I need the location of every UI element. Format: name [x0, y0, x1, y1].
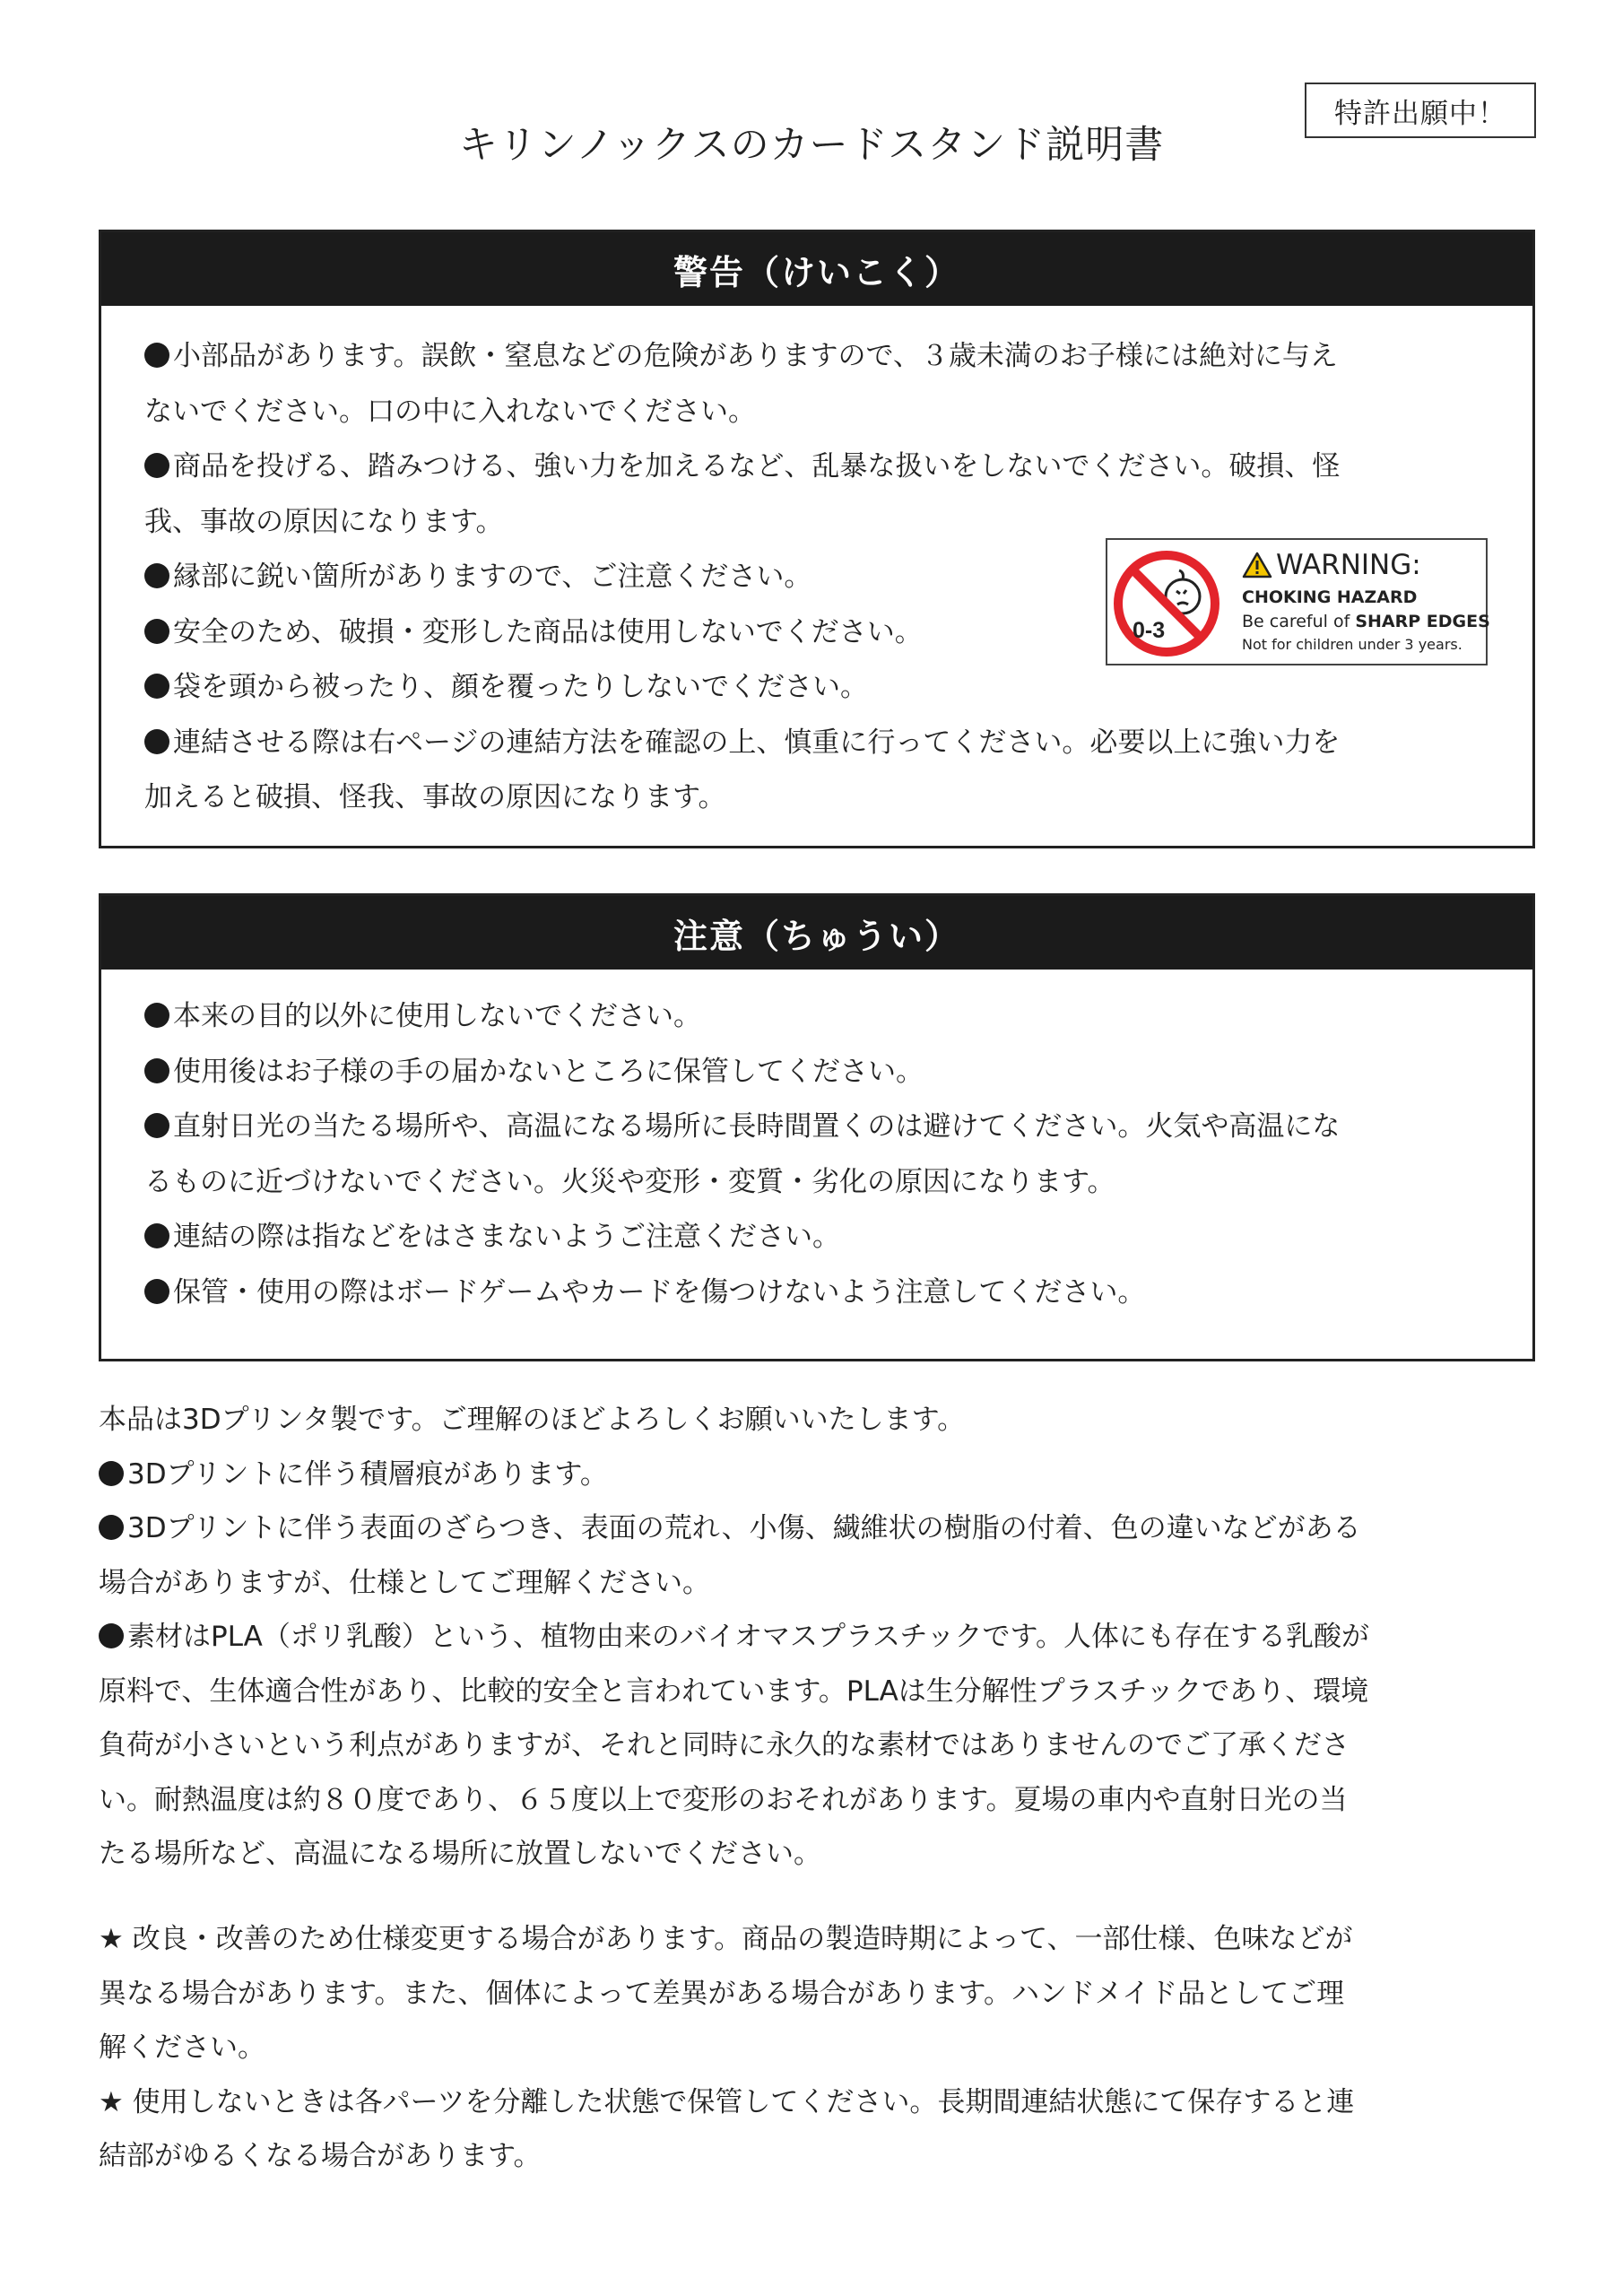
bullet-icon	[144, 1223, 169, 1248]
warning-line	[144, 439, 1489, 495]
print-note-line-text: 場合がありますが、仕様としてご理解ください。	[99, 1566, 710, 1599]
bullet-icon	[144, 1279, 169, 1304]
caution-line	[144, 1265, 1489, 1321]
caution-heading: 注意（ちゅうい）	[101, 896, 1532, 970]
warning-line-text: 小部品があります。誤飲・窒息などの危険がありますので、３歳未満のお子様には絶対に与え	[173, 340, 1338, 372]
age-mark-text: 0-3	[1133, 618, 1166, 643]
bullet-icon	[144, 1003, 169, 1028]
print-note-line	[99, 1393, 1551, 1448]
print-note-line	[99, 1556, 1551, 1611]
print-note-line-text: 本品は3Dプリンタ製です。ご理解のほどよろしくお願いいたします。	[99, 1404, 966, 1436]
warning-line-text: 縁部に鋭い箇所がありますので、ご注意ください。	[173, 561, 812, 593]
bullet-icon	[144, 674, 169, 699]
warning-line-text: 連結させる際は右ページの連結方法を確認の上、慎重に行ってください。必要以上に強い力を	[173, 726, 1341, 759]
print-note-line	[99, 1827, 1551, 1882]
print-note-line-text: 負荷が小さいという利点がありますが、それと同時に永久的な素材ではありませんのでご了承くださ	[99, 1729, 1350, 1761]
bullet-icon	[99, 1515, 124, 1540]
print-note-line-text: たる場所など、高温になる場所に放置しないでください。	[99, 1838, 821, 1870]
print-note-line-text: 3Dプリントに伴う表面のざらつき、表面の荒れ、小傷、繊維状の樹脂の付着、色の違いなどがある	[127, 1512, 1361, 1544]
warning-line-text: 商品を投げる、踏みつける、強い力を加えるなど、乱暴な扱いをしないでください。破損、怪	[173, 450, 1341, 483]
choking-hazard-text: CHOKING HAZARD	[1242, 587, 1418, 607]
warning-line-text: 袋を頭から被ったり、顔を覆ったりしないでください。	[173, 671, 868, 703]
age-restriction-text: Not for children under 3 years.	[1242, 636, 1462, 653]
print-note-line	[99, 1501, 1551, 1556]
bullet-icon	[144, 619, 169, 644]
caution-line	[144, 1045, 1489, 1100]
warning-line	[144, 716, 1489, 771]
patent-pending-badge: 特許出願中！	[1305, 83, 1536, 138]
caution-line	[144, 1155, 1489, 1211]
star-notes	[99, 1912, 1551, 2184]
bullet-icon	[144, 563, 169, 588]
bullet-icon	[144, 453, 169, 478]
sharp-edges-text	[1242, 612, 1490, 631]
no-children-under-3-icon	[1111, 548, 1223, 660]
caution-line-text: 保管・使用の際はボードゲームやカードを傷つけないよう注意してください。	[173, 1275, 1146, 1309]
print-note-line	[99, 1718, 1551, 1773]
sharp-edges-prefix: Be careful of	[1242, 612, 1356, 631]
caution-line-text: 直射日光の当たる場所や、高温になる場所に長時間置くのは避けてください。火気や高温にな	[173, 1110, 1341, 1143]
warning-line	[144, 660, 1489, 716]
star-note-line	[99, 2129, 1551, 2184]
print-note-line-text: い。耐熱温度は約８０度であり、６５度以上で変形のおそれがあります。夏場の車内や直射日光の当	[99, 1783, 1348, 1816]
warning-line-text: ないでください。口の中に入れないでください。	[144, 395, 756, 428]
caution-list	[101, 970, 1532, 1320]
page-title: キリンノックスのカードスタンド説明書	[458, 123, 1165, 168]
warning-triangle-icon	[1242, 552, 1272, 578]
print-note-line	[99, 1773, 1551, 1828]
sharp-edges-emphasis: SHARP EDGES	[1355, 612, 1490, 631]
bullet-icon	[144, 343, 169, 368]
warning-line	[144, 770, 1489, 826]
caution-line-text: るものに近づけないでください。火災や変形・変質・劣化の原因になります。	[144, 1165, 1115, 1198]
print-note-line-text: 原料で、生体適合性があり、比較的安全と言われています。PLAは生分解性プラスチックであり、環境	[99, 1674, 1369, 1708]
print-note-line	[99, 1448, 1551, 1502]
caution-line-text: 使用後はお子様の手の届かないところに保管してください。	[173, 1055, 924, 1088]
star-note-line-text: 結部がゆるくなる場合があります。	[99, 2140, 542, 2172]
warning-line-text: 我、事故の原因になります。	[144, 505, 504, 538]
caution-section	[99, 893, 1535, 1361]
star-note-line	[99, 1912, 1551, 1967]
star-note-line-text: 解ください。	[99, 2031, 265, 2064]
print-note-line-text: 3Dプリントに伴う積層痕があります。	[127, 1457, 608, 1491]
warning-label-heading: WARNING:	[1276, 549, 1421, 581]
bullet-icon	[144, 1113, 169, 1138]
bullet-icon	[99, 1623, 124, 1648]
star-note-line-text: 異なる場合があります。また、個体によって差異がある場合があります。ハンドメイド品としてご理	[99, 1977, 1345, 2010]
print-note-line	[99, 1610, 1551, 1665]
caution-line	[144, 1210, 1489, 1265]
warning-line-text: 加えると破損、怪我、事故の原因になります。	[144, 781, 726, 813]
star-note-line	[99, 2075, 1551, 2130]
bullet-icon	[99, 1461, 124, 1486]
star-note-line	[99, 1967, 1551, 2022]
choking-hazard-label	[1106, 538, 1488, 665]
star-note-line	[99, 2021, 1551, 2075]
print-note-line-text: 素材はPLA（ポリ乳酸）という、植物由来のバイオマスプラスチックです。人体にも存在する乳酸が	[127, 1621, 1369, 1653]
print-notes	[99, 1393, 1551, 1882]
warning-line-text: 安全のため、破損・変形した商品は使用しないでください。	[173, 615, 923, 648]
bullet-icon	[144, 729, 169, 754]
caution-line	[144, 1100, 1489, 1155]
warning-label-heading-row	[1242, 549, 1421, 581]
star-note-line-text: ★ 使用しないときは各パーツを分離した状態で保管してください。長期間連結状態にて保存すると連	[99, 2085, 1355, 2118]
bullet-icon	[144, 1058, 169, 1083]
caution-line	[144, 989, 1489, 1045]
caution-line-text: 本来の目的以外に使用しないでください。	[173, 1000, 701, 1032]
print-note-line	[99, 1665, 1551, 1719]
warning-heading: 警告（けいこく）	[101, 232, 1532, 306]
warning-line	[144, 329, 1489, 385]
warning-line	[144, 385, 1489, 440]
star-note-line-text: ★ 改良・改善のため仕様変更する場合があります。商品の製造時期によって、一部仕様、色味などが	[99, 1923, 1353, 1955]
caution-line-text: 連結の際は指などをはさまないようご注意ください。	[173, 1221, 840, 1253]
